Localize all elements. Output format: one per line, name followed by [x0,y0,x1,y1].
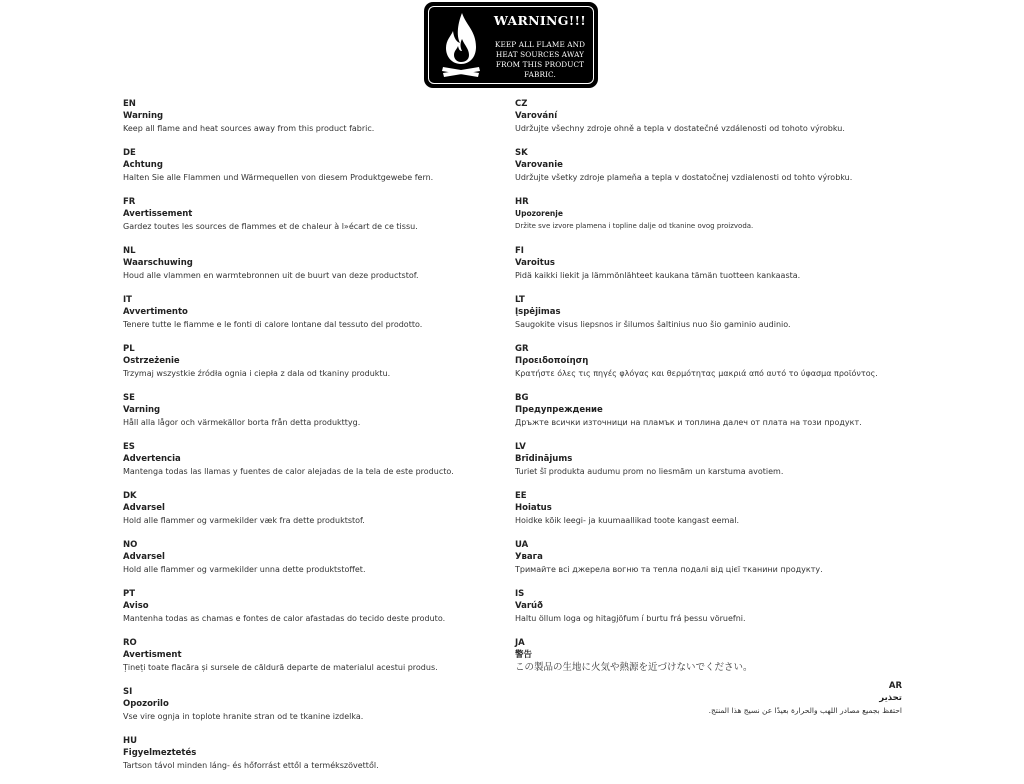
warning-entry-ja [515,637,935,686]
warning-entry-lv [515,441,935,490]
warning-title: Upozorenje [515,209,563,218]
warning-title: تحذير [879,693,902,703]
language-code: SI [123,687,133,697]
warning-entry-nl [123,245,503,294]
language-code: HR [515,197,529,207]
warning-text: Κρατήστε όλες τις πηγές φλόγας και θερμότητας μακριά από αυτό το ύφασμα προϊόντος. [515,369,878,378]
warning-entry-fr [123,196,503,245]
language-code: SE [123,393,135,403]
warning-text: Turiet šī produkta audumu prom no liesmām un karstuma avotiem. [515,467,784,476]
warning-entry-se [123,392,503,441]
warning-entry-sk [515,147,935,196]
warning-entry-ro [123,637,503,686]
warning-title: Avvertimento [123,307,188,317]
warning-title: Varúð [515,601,543,611]
warning-text: Udržujte všechny zdroje ohně a tepla v dostatečné vzdálenosti od tohoto výrobku. [515,124,845,133]
warning-entry-ua [515,539,935,588]
warning-text: Hold alle flammer og varmekilder væk fra dette produktstof. [123,516,365,525]
language-code: JA [515,638,525,648]
warning-text: Keep all flame and heat sources away from this product fabric. [123,124,375,133]
language-code: NO [123,540,138,550]
warning-text: Pidä kaikki liekit ja lämmönlähteet kaukana tämän tuotteen kankaasta. [515,271,801,280]
warning-entry-en [123,98,503,147]
warning-text: この製品の生地に火気や熱源を近づけないでください。 [515,662,753,673]
language-code: CZ [515,99,528,109]
warning-entry-fi [515,245,935,294]
warning-text: Tenere tutte le fiamme e le fonti di calore lontane dal tessuto del prodotto. [123,320,423,329]
warning-entry-cz [515,98,935,147]
warning-title: Advarsel [123,503,165,513]
language-code: DK [123,491,137,501]
language-code: DE [123,148,136,158]
warning-entry-ar [640,680,902,717]
language-code: AR [888,681,902,691]
language-code: HU [123,736,138,746]
warning-title: Warning [123,111,164,121]
language-code: SK [515,148,528,158]
warning-title: Varovanie [515,160,563,170]
warning-text: Udržujte všetky zdroje plameňa a tepla v dostatočnej vzdialenosti od tohto výrobku. [515,173,853,182]
warning-label [424,2,598,88]
language-code: IS [515,589,525,599]
warning-title: Hoiatus [515,503,552,513]
warning-text: Hoidke kõik leegi- ja kuumaallikad toote kangast eemal. [515,516,740,525]
language-code: IT [123,295,132,305]
warning-title: Advarsel [123,552,165,562]
language-code: EE [515,491,527,501]
warning-entry-lt [515,294,935,343]
language-code: LV [515,442,526,452]
warning-entry-si [123,686,503,735]
warning-title: Brīdinājums [515,454,573,464]
warning-title: Varování [515,111,558,121]
warning-title: Varning [123,405,161,415]
warning-title: Varoitus [515,258,555,268]
warning-title: Avertisment [123,650,182,660]
language-code: ES [123,442,135,452]
language-code: EN [123,99,136,109]
warning-text: Mantenga todas las llamas y fuentes de calor alejadas de la tela de este producto. [123,467,454,476]
warning-title: Увага [515,552,543,562]
warning-text: Vse vire ognja in toplote hranite stran od te tkanine izdelka. [123,712,364,721]
language-code: PL [123,344,135,354]
warning-entry-gr [515,343,935,392]
warning-title: Achtung [123,160,163,170]
warning-text: Saugokite visus liepsnos ir šilumos šaltinius nuo šio gaminio audinio. [515,320,791,329]
warning-text: Дръжте всички източници на пламък и топлина далеч от плата на този продукт. [515,418,862,427]
warning-title: Aviso [123,601,149,611]
warning-title: Advertencia [123,454,181,464]
warning-entry-is [515,588,935,637]
warning-text: Haltu öllum loga og hitagjöfum í burtu frá þessu vöruefni. [515,614,746,623]
warning-text: Țineți toate flacăra și sursele de căldură departe de materialul acestui produs. [123,663,438,672]
warning-title: 警告 [515,650,533,660]
language-code: FI [515,246,524,256]
warning-text: Gardez toutes les sources de flammes et de chaleur à l»écart de ce tissu. [123,222,418,231]
warning-text: Håll alla lågor och värmekällor borta från detta produkttyg. [123,418,361,427]
left-column [123,98,503,784]
warning-title: WARNING!!! [493,13,587,28]
warning-entry-hu [123,735,503,784]
warning-title: Avertissement [123,209,193,219]
warning-entry-pl [123,343,503,392]
warning-text: Hold alle flammer og varmekilder unna dette produktstoffet. [123,565,366,574]
warning-text: Trzymaj wszystkie źródła ognia i ciepła z dala od tkaniny produktu. [123,369,391,378]
warning-entry-pt [123,588,503,637]
warning-title: Įspėjimas [515,307,561,317]
language-code: NL [123,246,136,256]
language-code: FR [123,197,136,207]
warning-title: Figyelmeztetés [123,748,197,758]
warning-title: Opozorilo [123,699,169,709]
warning-entry-hr [515,196,935,245]
warning-entry-it [123,294,503,343]
warning-entry-de [123,147,503,196]
language-code: UA [515,540,529,550]
warning-text: Halten Sie alle Flammen und Wärmequellen von diesem Produktgewebe fern. [123,173,434,182]
warning-title: Waarschuwing [123,258,193,268]
warning-entry-dk [123,490,503,539]
language-code: LT [515,295,525,305]
warning-entry-bg [515,392,935,441]
language-code: BG [515,393,529,403]
warning-title: Предупреждение [515,405,603,415]
warning-title: Προειδοποίηση [515,356,589,366]
warning-text: Tartson távol minden láng- és hőforrást ettől a termékszövettől. [123,761,379,770]
language-code: GR [515,344,529,354]
warning-entry-ee [515,490,935,539]
warning-title: Ostrzeżenie [123,356,180,366]
warning-text: Houd alle vlammen en warmtebronnen uit de buurt van deze productstof. [123,271,419,280]
right-column [515,98,935,686]
warning-text: Тримайте всі джерела вогню та тепла подалі від цієї тканини продукту. [515,565,823,574]
warning-entry-es [123,441,503,490]
warning-text: احتفظ بجميع مصادر اللهب والحرارة بعيدًا عن نسيج هذا المنتج. [708,706,902,715]
warning-text: KEEP ALL FLAME AND HEAT SOURCES AWAY FROM THIS PRODUCT FABRIC. [494,40,586,79]
warning-text: Držite sve izvore plamena i topline dalje od tkanine ovog proizvoda. [515,222,754,230]
campfire-icon [436,9,486,79]
language-code: PT [123,589,136,599]
warning-text: Mantenha todas as chamas e fontes de calor afastadas do tecido deste produto. [123,614,446,623]
warning-entry-no [123,539,503,588]
language-code: RO [123,638,137,648]
